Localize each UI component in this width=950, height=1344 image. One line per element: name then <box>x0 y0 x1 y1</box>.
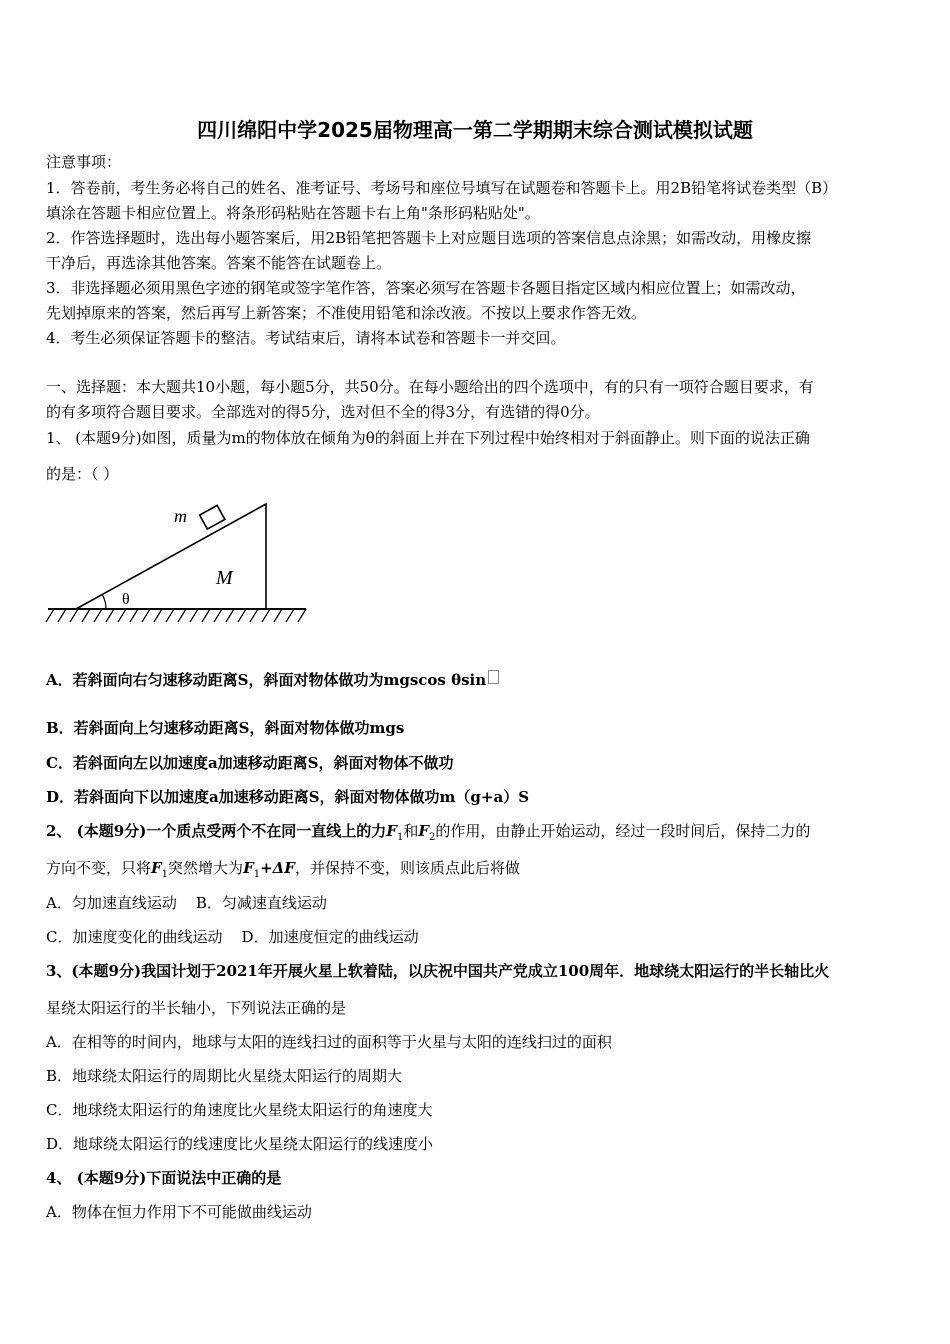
q4-option-a: A．物体在恒力作用下不可能做曲线运动 <box>46 1203 312 1221</box>
q2-options-row: C．加速度变化的曲线运动 D．加速度恒定的曲线运动 <box>46 928 419 946</box>
q3-option-c: C．地球绕太阳运行的角速度比火星绕太阳运行的角速度大 <box>46 1101 433 1119</box>
label-theta: θ <box>122 591 130 608</box>
q2-stem-text: 方向不变，只将 <box>46 859 152 877</box>
q3-option-a: A．在相等的时间内，地球与太阳的连线扫过的面积等于火星与太阳的连线扫过的面积 <box>46 1033 612 1051</box>
q3-stem <box>46 961 829 981</box>
notice-line: 先划掉原来的答案，然后再写上新答案；不准使用铅笔和涂改液。不按以上要求作答无效。 <box>46 304 647 322</box>
force-symbol: F <box>386 822 397 840</box>
q2-stem-text: 突然增大为 <box>168 859 244 877</box>
notice-line: 填涂在答题卡相应位置上。将条形码粘贴在答题卡右上角"条形码粘贴处"。 <box>46 204 540 222</box>
q1-option-b: B．若斜面向上匀速移动距离S，斜面对物体做功mgs <box>46 719 405 737</box>
q2-stem <box>46 821 810 848</box>
q3-stem-text: 3、(本题9分)我国计划于2021年开展火星上软着陆，以庆祝中国共产党成立100周年．地球绕太阳运行的半长轴比火 <box>46 962 830 980</box>
q1-option-a <box>46 670 499 690</box>
label-small-m: m <box>174 506 187 526</box>
force-subscript: 1 <box>253 869 261 880</box>
q2-stem-text: 和 <box>403 822 419 840</box>
notice-line: 1．答卷前，考生务必将自己的姓名、准考证号、考场号和座位号填写在试题卷和答题卡上。用2B铅笔将试卷类型（B） <box>46 179 838 197</box>
notice-line: 3．非选择题必须用黑色字迹的钢笔或签字笔作答，答案必须写在答题卡各题目指定区域内相应位置上；如需改动， <box>46 279 806 297</box>
force-symbol: F <box>151 859 162 877</box>
q2-stem-text: 2、 (本题9分)一个质点受两个不在同一直线上的力 <box>46 822 387 840</box>
force-subscript: 2 <box>429 832 436 843</box>
incline-block-M <box>76 504 266 609</box>
label-big-M: M <box>216 567 233 589</box>
q2-stem-text: ，并保持不变，则该质点此后将做 <box>294 859 520 877</box>
angle-arc <box>102 594 106 609</box>
q2-options-row: A．匀加速直线运动 B．匀减速直线运动 <box>46 894 327 912</box>
force-subscript: 1 <box>396 832 404 843</box>
notice-line: 2．作答选择题时，选出每小题答案后，用2B铅笔把答题卡上对应题目选项的答案信息点涂黑；如需改动，用橡皮擦 <box>46 229 812 247</box>
force-increment: +ΔF <box>260 859 295 877</box>
section-intro: 一、选择题：本大题共10小题，每小题5分，共50分。在每小题给出的四个选项中，有的只有一项符合题目要求，有 <box>46 378 814 396</box>
q4-stem <box>46 1168 281 1188</box>
q1-option-d: D．若斜面向下以加速度a加速移动距离S，斜面对物体做功m（g+a）S <box>46 788 530 806</box>
page-title: 四川绵阳中学2025届物理高一第二学期期末综合测试模拟试题 <box>197 118 753 142</box>
missing-glyph-box <box>488 670 499 684</box>
incline-figure <box>44 494 314 633</box>
q4-stem-text: 4、 (本题9分)下面说法中正确的是 <box>46 1169 282 1187</box>
ground-hatching <box>46 609 306 622</box>
q2-stem <box>46 858 520 885</box>
notice-line: 4．考生必须保证答题卡的整洁。考试结束后，请将本试卷和答题卡一并交回。 <box>46 329 566 347</box>
q3-stem: 星绕太阳运行的半长轴小，下列说法正确的是 <box>46 999 347 1017</box>
q2-stem-text: 的作用，由静止开始运动，经过一段时间后，保持二力的 <box>435 822 811 840</box>
q3-option-d: D．地球绕太阳运行的线速度比火星绕太阳运行的线速度小 <box>46 1135 434 1153</box>
section-intro: 的有多项符合题目要求。全部选对的得5分，选对但不全的得3分，有选错的得0分。 <box>46 403 600 421</box>
force-subscript: 1 <box>161 869 169 880</box>
notice-heading: 注意事项： <box>46 153 122 171</box>
small-block-m <box>200 505 225 529</box>
q1-stem: 1、 (本题9分)如图，质量为m的物体放在倾角为θ的斜面上并在下列过程中始终相对于斜面静止。则下面的说法正确 <box>46 429 810 447</box>
force-symbol: F <box>418 822 429 840</box>
q1-option-c: C．若斜面向左以加速度a加速移动距离S，斜面对物体不做功 <box>46 754 454 772</box>
q3-option-b: B．地球绕太阳运行的周期比火星绕太阳运行的周期大 <box>46 1067 403 1085</box>
force-symbol: F <box>243 859 254 877</box>
q1-stem: 的是：（ ） <box>46 465 119 483</box>
notice-line: 干净后，再选涂其他答案。答案不能答在试题卷上。 <box>46 254 392 272</box>
q1-option-a-text: A．若斜面向右匀速移动距离S，斜面对物体做功为mgscos θsin <box>46 671 487 689</box>
